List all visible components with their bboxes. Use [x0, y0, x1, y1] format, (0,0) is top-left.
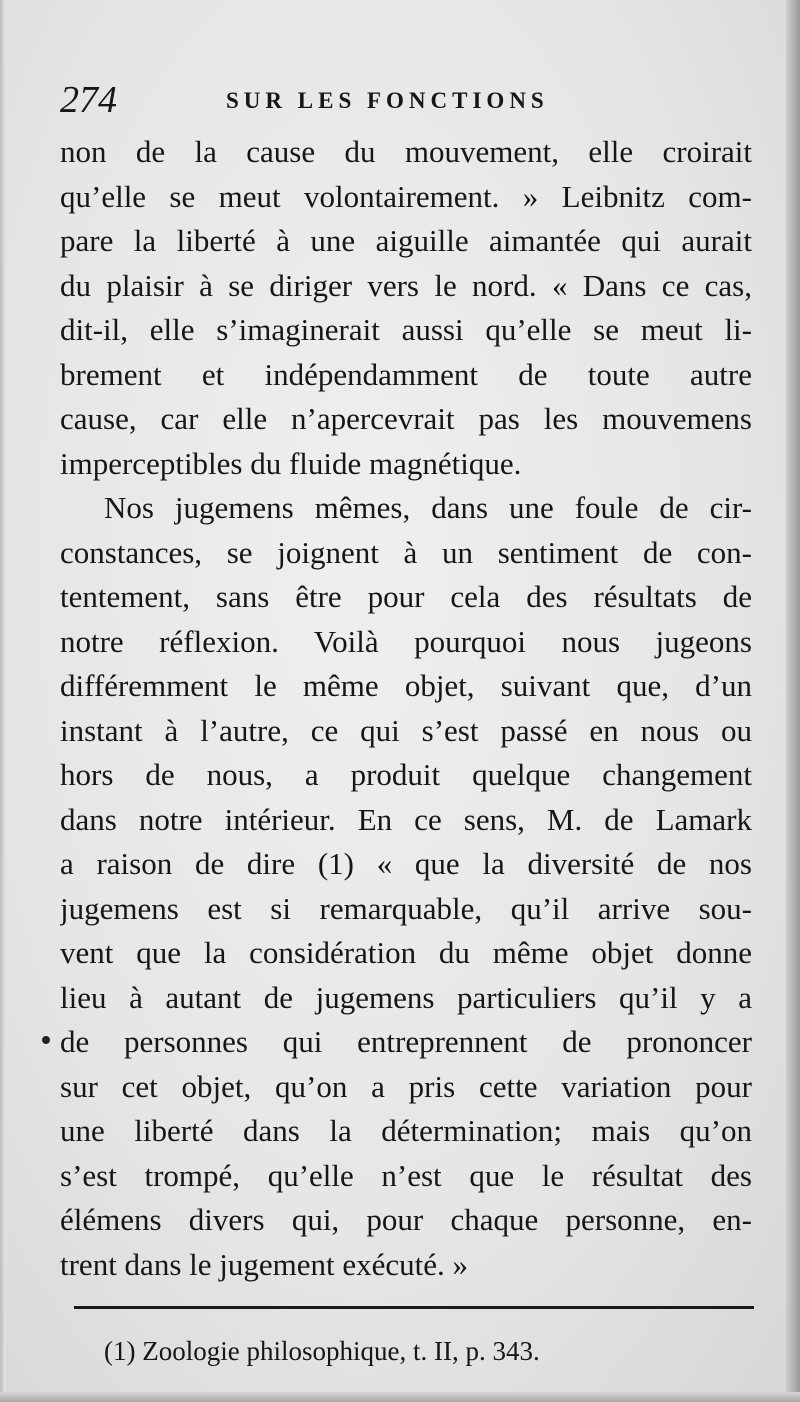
page-left-edge: [0, 0, 6, 1402]
text-line: imperceptibles du fluide magnétique.: [60, 445, 522, 481]
ink-speck: [42, 1036, 50, 1044]
page-right-edge: [786, 0, 800, 1402]
text-line: non de la cause du mouvement, elle croirait: [60, 134, 752, 169]
body-text: [60, 130, 752, 1287]
text-line: lieu à autant de jugemens particuliers qu’il y a: [60, 979, 752, 1015]
text-line: dans notre intérieur. En ce sens, M. de Lamark: [60, 801, 752, 837]
text-line: différemment le même objet, suivant que, d’un: [60, 668, 752, 703]
text-line: Nos jugemens mêmes, dans une foule de cir-: [104, 490, 752, 525]
text-line: a raison de dire (1) « que la diversité de nos: [60, 846, 752, 881]
page-number: 274: [60, 79, 117, 121]
text-line: élémens divers qui, pour chaque personne, en-: [60, 1202, 752, 1237]
page-header: [60, 78, 760, 126]
running-head: SUR LES FONCTIONS: [226, 88, 549, 113]
text-line: vent que la considération du même objet donne: [60, 935, 752, 970]
text-line: sur cet objet, qu’on a pris cette variation pour: [60, 1068, 752, 1104]
text-line: de personnes qui entreprennent de prononcer: [60, 1024, 752, 1059]
text-line: du plaisir à se diriger vers le nord. « Dans ce cas,: [60, 267, 752, 303]
text-line: brement et indépendamment de toute autre: [60, 356, 752, 392]
text-line: pare la liberté à une aiguille aimantée qui aurait: [60, 223, 752, 258]
text-line: une liberté dans la détermination; mais qu’on: [60, 1113, 752, 1148]
text-line: tentement, sans être pour cela des résultats de: [60, 579, 752, 614]
text-line: jugemens est si remarquable, qu’il arrive sou-: [60, 890, 752, 926]
text-line: notre réflexion. Voilà pourquoi nous jugeons: [60, 623, 752, 659]
footnote: (1) Zoologie philosophique, t. II, p. 343.: [104, 1336, 540, 1366]
text-line: dit-il, elle s’imaginerait aussi qu’elle se meut li-: [60, 312, 752, 347]
text-line: trent dans le jugement exécuté. »: [60, 1246, 469, 1282]
footnote-rule: [74, 1306, 754, 1309]
text-line: qu’elle se meut volontairement. » Leibnitz com-: [60, 178, 752, 214]
text-line: instant à l’autre, ce qui s’est passé en nous ou: [60, 712, 752, 748]
text-line: hors de nous, a produit quelque changement: [60, 757, 752, 792]
page-bottom-edge: [0, 1392, 800, 1402]
text-line: cause, car elle n’apercevrait pas les mouvemens: [60, 401, 752, 436]
text-line: s’est trompé, qu’elle n’est que le résultat des: [60, 1157, 752, 1193]
text-line: constances, se joignent à un sentiment de con-: [60, 534, 752, 570]
